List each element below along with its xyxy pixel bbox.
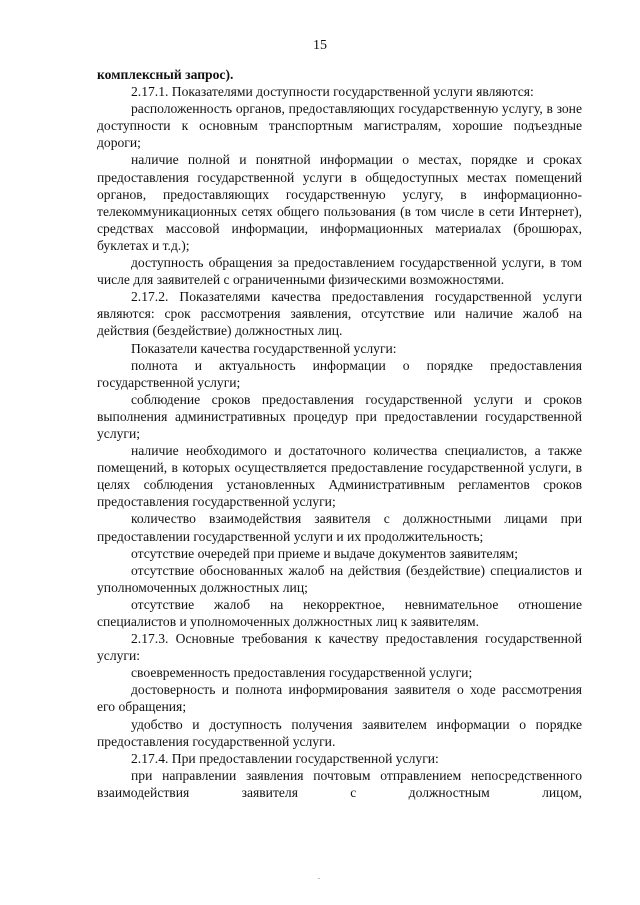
- list-item: отсутствие очередей при приеме и выдаче документов заявителям;: [131, 545, 518, 561]
- list-item: отсутствие жалоб на некорректное, невнимательное отношение специалистов и уполномоченных должностных лиц к заявителям.: [97, 596, 582, 629]
- paragraph-2-17-3: 2.17.3. Основные требования к качеству предоставления государственной услуги:: [97, 631, 582, 664]
- subheading: Показатели качества государственной услуги:: [131, 340, 397, 356]
- list-item: полнота и актуальность информации о порядке предоставления государственной услуги;: [97, 357, 582, 390]
- list-item: соблюдение сроков предоставления государственной услуги и сроков выполнения административных процедур при предоставлении государственной услуги;: [97, 391, 582, 441]
- list-item: наличие полной и понятной информации о местах, порядке и сроках предоставления государственной услуги в общедоступных местах помещений органов, предоставляющих государственную услугу, в информационно-телекоммуникационных сетях общего пользования (в том числе в сети Интернет), средствах массовой информации, информационных материалах (брошюрах, буклетах и т.д.);: [97, 152, 582, 253]
- list-item: достоверность и полнота информирования заявителя о ходе рассмотрения его обращения;: [97, 682, 582, 715]
- document-body: [97, 66, 582, 801]
- list-item: при направлении заявления почтовым отправлением непосредственного взаимодействия заявителя с должностным лицом,: [97, 767, 582, 800]
- paragraph-2-17-4: 2.17.4. При предоставлении государственной услуги:: [131, 750, 439, 766]
- scan-artifact: [318, 878, 320, 879]
- paragraph-continuation: комплексный запрос).: [97, 67, 234, 82]
- paragraph-2-17-2: 2.17.2. Показателями качества предоставления государственной услуги являются: срок рассмотрения заявления, отсутствие или наличие жалоб на действия (бездействие) должностных лиц.: [97, 289, 582, 339]
- list-item: доступность обращения за предоставлением государственной услуги, в том числе для заявителей с ограниченными физическими возможностями.: [97, 255, 582, 288]
- list-item: количество взаимодействия заявителя с должностными лицами при предоставлении государственной услуги и их продолжительность;: [97, 511, 582, 544]
- list-item: расположенность органов, предоставляющих государственную услугу, в зоне доступности к основным транспортным магистралям, хорошие подъездные дороги;: [97, 101, 582, 151]
- paragraph-2-17-1: 2.17.1. Показателями доступности государственной услуги являются:: [131, 84, 534, 100]
- list-item: наличие необходимого и достаточного количества специалистов, а также помещений, в которых осуществляется предоставление государственной услуги, в целях соблюдения установленных Административным регламентов сроков предоставления государственной услуги;: [97, 443, 582, 510]
- page-number: 15: [313, 38, 327, 53]
- list-item: своевременность предоставления государственной услуги;: [131, 665, 473, 681]
- list-item: удобство и доступность получения заявителем информации о порядке предоставления государственной услуги.: [97, 716, 582, 749]
- list-item: отсутствие обоснованных жалоб на действия (бездействие) специалистов и уполномоченных должностных лиц;: [97, 562, 582, 595]
